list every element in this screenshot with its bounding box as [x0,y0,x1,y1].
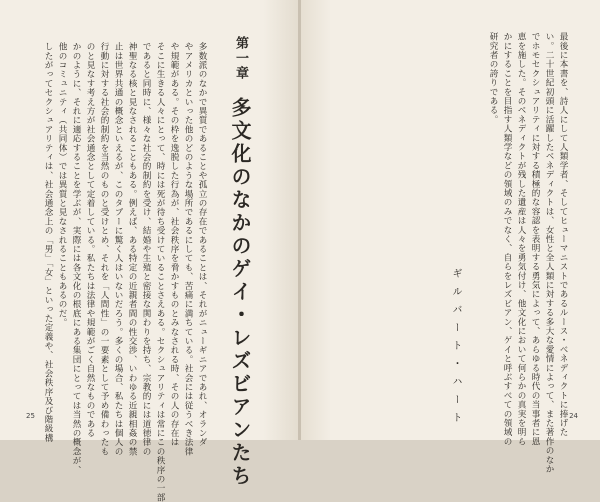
text-line: したがってセクシュアリティは、社会通念上の「男」「女」といった定義や、社会秩序及び階級構 [43,42,53,443]
text-line: でホモセクシュアリティに対する積極的な容認を表明する勇気によって、あらゆる時代の当事者に恩 [530,32,540,446]
right-page-body [486,32,570,474]
left-page-body [41,42,209,502]
text-line: 研究者の誇りである。 [488,32,498,124]
text-line: やアメリカといった他のどのような場所であるにしても、苦痛に満ちている。社会には従うべき法律 [183,42,193,456]
text-line: 止は世界共通の概念といえるが、このタブーに驚く人はいないだろう。多くの場合、私たちは個人の [113,42,123,456]
text-line: 恵を施した。そのベネディクトが残した遺産は人々を勇気付け、他文化において何らかの真実を明ら [516,32,526,446]
page-number-right: 24 [569,412,578,420]
text-line: 神聖なる核と見なされることもある。例えば、ある特定の近親者間の性交渉、いわゆる近親相姦の禁 [127,42,137,456]
text-line: や規範がある。その枠を逸脱した行為が、社会秩序を脅かすものとみなされる時、その人の存在は [169,42,179,447]
chapter-label: 第一章 [233,36,248,81]
text-line: 最後に本書を、詩人にして人類学者、そしてヒューマニストであるルース・ベネディクトに捧げた [558,32,568,437]
text-line: かのように、それに適応することを学ぶが、実際には各文化の根底にある集団にとっては当然の概念が、 [71,42,81,475]
text-line: であると同時に、様々な社会的制約を受け、結婚や生殖と密接な関わりを持ち、宗教的には道徳律の [141,42,151,456]
text-line: のと見なす考え方が社会通念として定着している。私たちは法律や規範がごく自然なものである [85,42,95,438]
page-number-left: 25 [26,412,35,420]
text-line: 行動に対する社会的制約を当然のものと受けとめ、それを「人間性」の一要素として予め備わったも [99,42,109,456]
chapter-title: 多文化のなかのゲイ・レズビアンたち [228,97,252,488]
text-line: かにすることを目指す人類学などの領域のみでなく、自らをレズビアン、ゲイと呼ぶすべての領域の [502,32,512,446]
text-line: 多数派のなかで異質であることや孤立の存在であることは、それがニューギニアであれ、オランダ [197,42,207,447]
chapter-heading [226,36,255,488]
text-line: い。二十世紀初頭に活躍したベネディクトは、女性と全人類に対する多大な愛情によって、また著作のなか [544,32,554,474]
text-line: そこに生きる人々にとって、時には死が待ち受けていることさえある。セクシュアリティは常にこの秩序の一部 [155,42,165,502]
text-line: 他のコミュニティ（共同体）では異質と見なされることもあるのだ。 [57,42,67,328]
author-signature: ギルバート・ハート [450,268,461,430]
